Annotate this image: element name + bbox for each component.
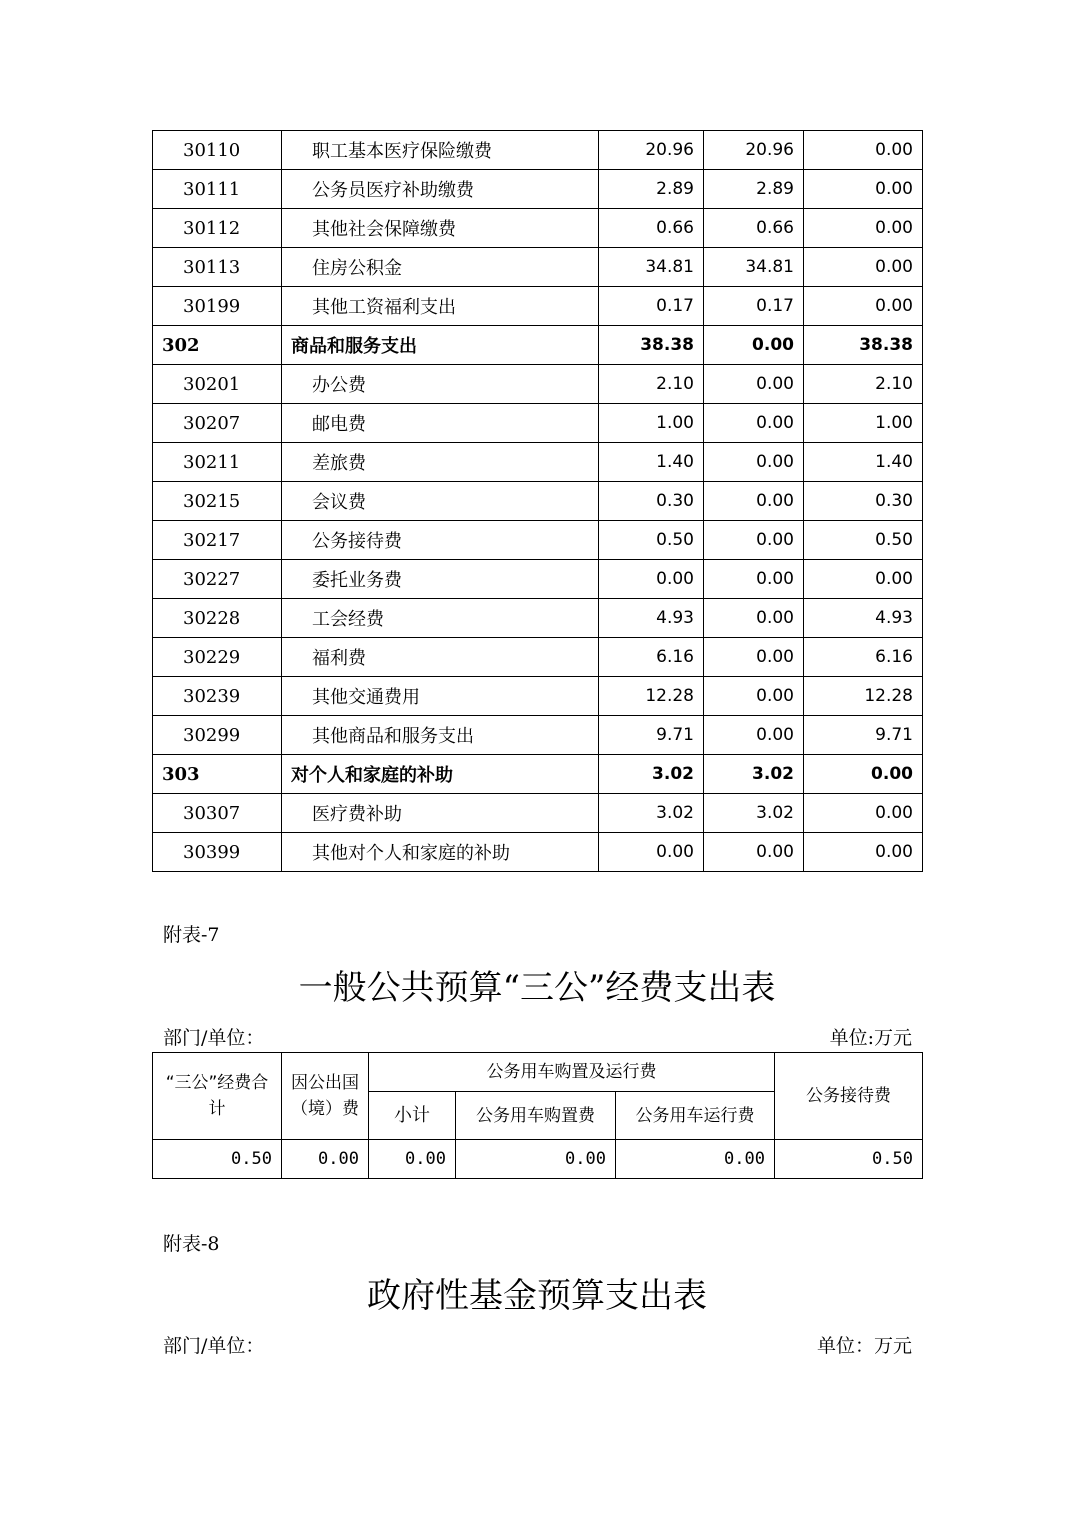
row-name: 对个人和家庭的补助 <box>282 755 599 794</box>
table-row <box>153 560 923 599</box>
row-project: 1.40 <box>804 443 923 482</box>
appendix7-dept-label: 部门/单位： <box>163 1027 265 1049</box>
row-total: 34.81 <box>599 248 704 287</box>
row-name: 邮电费 <box>282 404 599 443</box>
appendix8-title: 政府性基金预算支出表 <box>367 1276 707 1316</box>
row-basic: 0.00 <box>704 638 804 677</box>
row-name: 其他社会保障缴费 <box>282 209 599 248</box>
appendix8-dept-label: 部门/单位： <box>163 1335 265 1357</box>
row-basic: 34.81 <box>704 248 804 287</box>
row-basic: 0.66 <box>704 209 804 248</box>
value-abroad: 0.00 <box>282 1140 369 1179</box>
row-name: 职工基本医疗保险缴费 <box>282 131 599 170</box>
row-project: 0.00 <box>804 170 923 209</box>
row-basic: 3.02 <box>704 755 804 794</box>
row-project: 4.93 <box>804 599 923 638</box>
row-name: 其他商品和服务支出 <box>282 716 599 755</box>
row-name: 公务接待费 <box>282 521 599 560</box>
table-row <box>153 287 923 326</box>
row-basic: 20.96 <box>704 131 804 170</box>
value-reception: 0.50 <box>775 1140 923 1179</box>
row-total: 3.02 <box>599 755 704 794</box>
row-total: 2.89 <box>599 170 704 209</box>
row-name: 其他对个人和家庭的补助 <box>282 833 599 872</box>
appendix7-label: 附表-7 <box>163 924 220 946</box>
row-project: 0.30 <box>804 482 923 521</box>
table-row <box>153 716 923 755</box>
table-row <box>153 638 923 677</box>
row-name: 会议费 <box>282 482 599 521</box>
row-code: 30399 <box>153 833 282 872</box>
row-name: 其他交通费用 <box>282 677 599 716</box>
row-project: 0.00 <box>804 287 923 326</box>
row-basic: 0.00 <box>704 599 804 638</box>
expense-table-body <box>153 131 923 872</box>
row-total: 38.38 <box>599 326 704 365</box>
row-project: 0.00 <box>804 560 923 599</box>
row-code: 30307 <box>153 794 282 833</box>
row-basic: 0.00 <box>704 482 804 521</box>
row-basic: 0.00 <box>704 365 804 404</box>
row-code: 30111 <box>153 170 282 209</box>
row-basic: 0.00 <box>704 326 804 365</box>
header-vehicle-group: 公务用车购置及运行费 <box>369 1053 775 1092</box>
row-project: 9.71 <box>804 716 923 755</box>
table-row <box>153 365 923 404</box>
row-code: 30201 <box>153 365 282 404</box>
row-project: 0.00 <box>804 755 923 794</box>
row-total: 0.00 <box>599 560 704 599</box>
row-total: 0.00 <box>599 833 704 872</box>
table-row <box>153 326 923 365</box>
table-row <box>153 599 923 638</box>
value-vehicle-operation: 0.00 <box>616 1140 775 1179</box>
row-name: 办公费 <box>282 365 599 404</box>
row-total: 0.66 <box>599 209 704 248</box>
header-vehicle-operation: 公务用车运行费 <box>616 1092 775 1140</box>
appendix7-title: 一般公共预算“三公”经费支出表 <box>298 968 776 1008</box>
header-reception: 公务接待费 <box>775 1053 923 1140</box>
table-row <box>153 443 923 482</box>
row-name: 公务员医疗补助缴费 <box>282 170 599 209</box>
row-basic: 3.02 <box>704 794 804 833</box>
row-code: 30215 <box>153 482 282 521</box>
row-project: 0.00 <box>804 794 923 833</box>
row-code: 30211 <box>153 443 282 482</box>
row-project: 2.10 <box>804 365 923 404</box>
row-basic: 0.00 <box>704 716 804 755</box>
row-name: 其他工资福利支出 <box>282 287 599 326</box>
row-project: 0.50 <box>804 521 923 560</box>
row-basic: 0.17 <box>704 287 804 326</box>
row-basic: 2.89 <box>704 170 804 209</box>
table-row <box>153 170 923 209</box>
row-code: 30199 <box>153 287 282 326</box>
row-total: 1.40 <box>599 443 704 482</box>
row-code: 30227 <box>153 560 282 599</box>
row-total: 3.02 <box>599 794 704 833</box>
row-total: 0.50 <box>599 521 704 560</box>
row-total: 0.30 <box>599 482 704 521</box>
row-name: 福利费 <box>282 638 599 677</box>
row-project: 38.38 <box>804 326 923 365</box>
row-project: 12.28 <box>804 677 923 716</box>
row-basic: 0.00 <box>704 521 804 560</box>
table-row <box>153 209 923 248</box>
row-total: 1.00 <box>599 404 704 443</box>
row-code: 30299 <box>153 716 282 755</box>
header-vehicle-purchase: 公务用车购置费 <box>456 1092 616 1140</box>
row-code: 30217 <box>153 521 282 560</box>
row-name: 商品和服务支出 <box>282 326 599 365</box>
sangong-table <box>152 1052 923 1179</box>
row-basic: 0.00 <box>704 404 804 443</box>
row-code: 30110 <box>153 131 282 170</box>
row-total: 12.28 <box>599 677 704 716</box>
row-total: 2.10 <box>599 365 704 404</box>
table-row <box>153 131 923 170</box>
row-code: 303 <box>153 755 282 794</box>
row-basic: 0.00 <box>704 677 804 716</box>
table-row <box>153 833 923 872</box>
table-row <box>153 521 923 560</box>
row-code: 30207 <box>153 404 282 443</box>
row-total: 6.16 <box>599 638 704 677</box>
row-project: 0.00 <box>804 131 923 170</box>
row-code: 30229 <box>153 638 282 677</box>
value-sangong-total: 0.50 <box>153 1140 282 1179</box>
sangong-value-row <box>153 1140 923 1179</box>
row-name: 医疗费补助 <box>282 794 599 833</box>
table-row <box>153 755 923 794</box>
row-total: 0.17 <box>599 287 704 326</box>
table-row <box>153 794 923 833</box>
header-abroad: 因公出国（境）费 <box>282 1053 369 1140</box>
row-basic: 0.00 <box>704 560 804 599</box>
header-subtotal: 小计 <box>369 1092 456 1140</box>
row-project: 0.00 <box>804 248 923 287</box>
row-total: 4.93 <box>599 599 704 638</box>
value-vehicle-purchase: 0.00 <box>456 1140 616 1179</box>
row-name: 工会经费 <box>282 599 599 638</box>
row-project: 1.00 <box>804 404 923 443</box>
value-subtotal: 0.00 <box>369 1140 456 1179</box>
row-name: 差旅费 <box>282 443 599 482</box>
expense-table <box>152 130 923 872</box>
row-basic: 0.00 <box>704 443 804 482</box>
row-project: 0.00 <box>804 209 923 248</box>
appendix8-label: 附表-8 <box>163 1233 220 1255</box>
row-code: 30228 <box>153 599 282 638</box>
row-name: 委托业务费 <box>282 560 599 599</box>
row-code: 302 <box>153 326 282 365</box>
row-basic: 0.00 <box>704 833 804 872</box>
row-total: 20.96 <box>599 131 704 170</box>
row-code: 30112 <box>153 209 282 248</box>
row-code: 30113 <box>153 248 282 287</box>
appendix8-unit-label: 单位：万元 <box>816 1335 912 1357</box>
header-sangong-total: “三公”经费合计 <box>153 1053 282 1140</box>
table-row <box>153 248 923 287</box>
table-row <box>153 404 923 443</box>
row-project: 0.00 <box>804 833 923 872</box>
row-project: 6.16 <box>804 638 923 677</box>
appendix7-unit-label: 单位:万元 <box>829 1027 912 1049</box>
row-name: 住房公积金 <box>282 248 599 287</box>
table-row <box>153 677 923 716</box>
row-total: 9.71 <box>599 716 704 755</box>
row-code: 30239 <box>153 677 282 716</box>
table-row <box>153 482 923 521</box>
